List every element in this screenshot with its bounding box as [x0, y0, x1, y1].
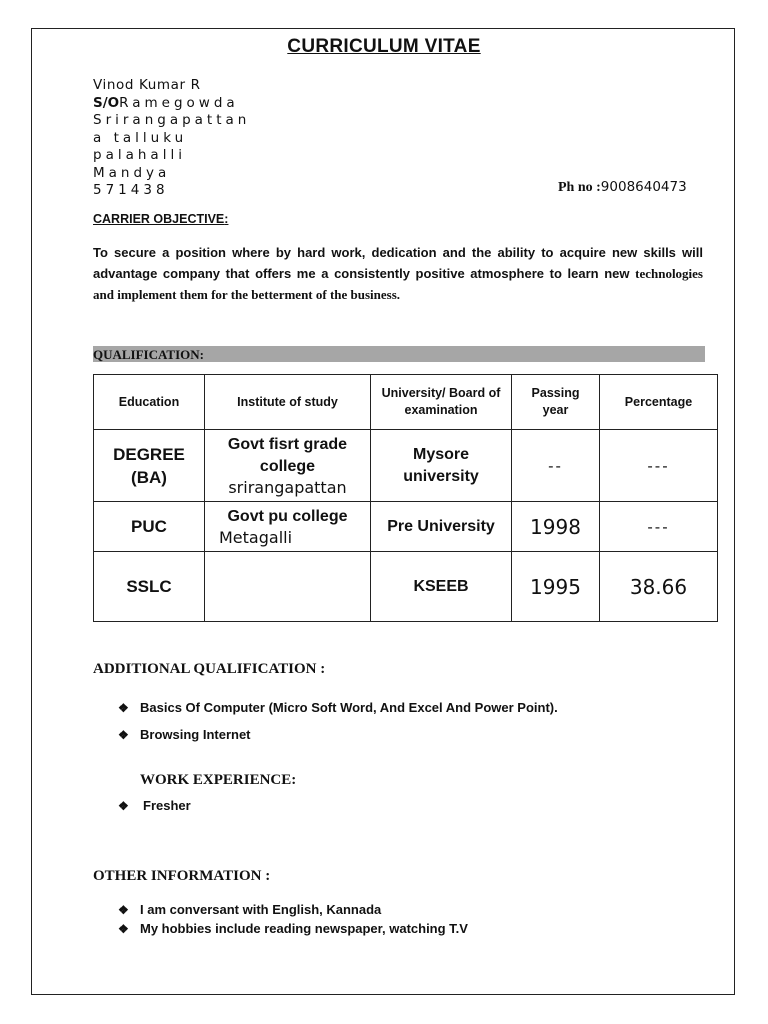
header-cell-board: University/ Board of examination [371, 375, 512, 430]
other-information-heading: OTHER INFORMATION : [93, 868, 271, 884]
diamond-bullet-icon: ❖ [118, 799, 129, 813]
qualification-table [93, 374, 718, 622]
diamond-bullet-icon: ❖ [118, 728, 129, 742]
list-item: ❖ Fresher [118, 798, 191, 813]
phone-number: 9008640473 [600, 179, 687, 195]
list-item: ❖ Browsing Internet [118, 727, 251, 742]
cell-institute [205, 552, 371, 622]
objective-text-part1: To secure a position where by hard work, dedication and the ability to acquire new skills will advantage company that offers me a consistently positive atmosphere to learn new [93, 245, 703, 281]
diamond-bullet-icon: ❖ [118, 903, 129, 917]
work-experience-heading: WORK EXPERIENCE: [140, 772, 297, 788]
cell-percentage: --- [600, 502, 718, 552]
parent-name: Ramegowda [119, 94, 239, 111]
cell-education: PUC [94, 502, 205, 552]
cell-institute: Govt pu college Metagalli [205, 502, 371, 552]
address-line-parent [93, 95, 250, 113]
objective-heading [93, 212, 228, 226]
additional-qualification-heading: ADDITIONAL QUALIFICATION : [93, 661, 326, 677]
table-row [94, 552, 718, 622]
document-title: CURRICULUM VITAE [287, 36, 481, 57]
table-header-row [94, 375, 718, 430]
cell-education: SSLC [94, 552, 205, 622]
objective-heading-text: CARRIER OBJECTIVE [93, 212, 225, 226]
cell-board: Pre University [371, 502, 512, 552]
address-line-6: Mandya [93, 164, 171, 181]
address-block [93, 77, 250, 200]
so-label: S/O [93, 94, 120, 111]
phone-label: Ph no : [558, 180, 601, 195]
table-row [94, 502, 718, 552]
cell-year: -- [512, 430, 600, 502]
list-item: ❖ Basics Of Computer (Micro Soft Word, And Excel And Power Point). [118, 700, 558, 715]
address-line-5: palahalli [93, 147, 186, 163]
objective-heading-colon: : [224, 212, 229, 226]
phone-line [558, 178, 687, 196]
header-cell-education: Education [94, 375, 205, 430]
header-cell-percentage: Percentage [600, 375, 718, 430]
diamond-bullet-icon: ❖ [118, 922, 129, 936]
candidate-name: Vinod Kumar R [93, 77, 201, 93]
objective-text [93, 242, 703, 305]
list-item: ❖ I am conversant with English, Kannada [118, 902, 382, 917]
cell-year: 1998 [512, 502, 600, 552]
cell-percentage: --- [600, 430, 718, 502]
cell-board: Mysore university [371, 430, 512, 502]
cell-board: KSEEB [371, 552, 512, 622]
cell-education: DEGREE (BA) [94, 430, 205, 502]
address-pin: 571438 [93, 182, 169, 198]
diamond-bullet-icon: ❖ [118, 701, 129, 715]
header-cell-institute: Institute of study [205, 375, 371, 430]
qualification-heading-bar [93, 346, 705, 362]
cell-percentage: 38.66 [600, 552, 718, 622]
header-cell-year: Passing year [512, 375, 600, 430]
cell-year: 1995 [512, 552, 600, 622]
cell-institute: Govt fisrt grade college srirangapattan [205, 430, 371, 502]
address-line-4: a talluku [93, 129, 188, 146]
list-item: ❖ My hobbies include reading newspaper, watching T.V [118, 921, 468, 936]
qualification-heading: QUALIFICATION: [93, 347, 204, 362]
address-line-3: Srirangapattan [93, 112, 251, 128]
table-row [94, 430, 718, 502]
objective-text-part2: technologies and implement them for the betterment of the business. [93, 266, 703, 302]
